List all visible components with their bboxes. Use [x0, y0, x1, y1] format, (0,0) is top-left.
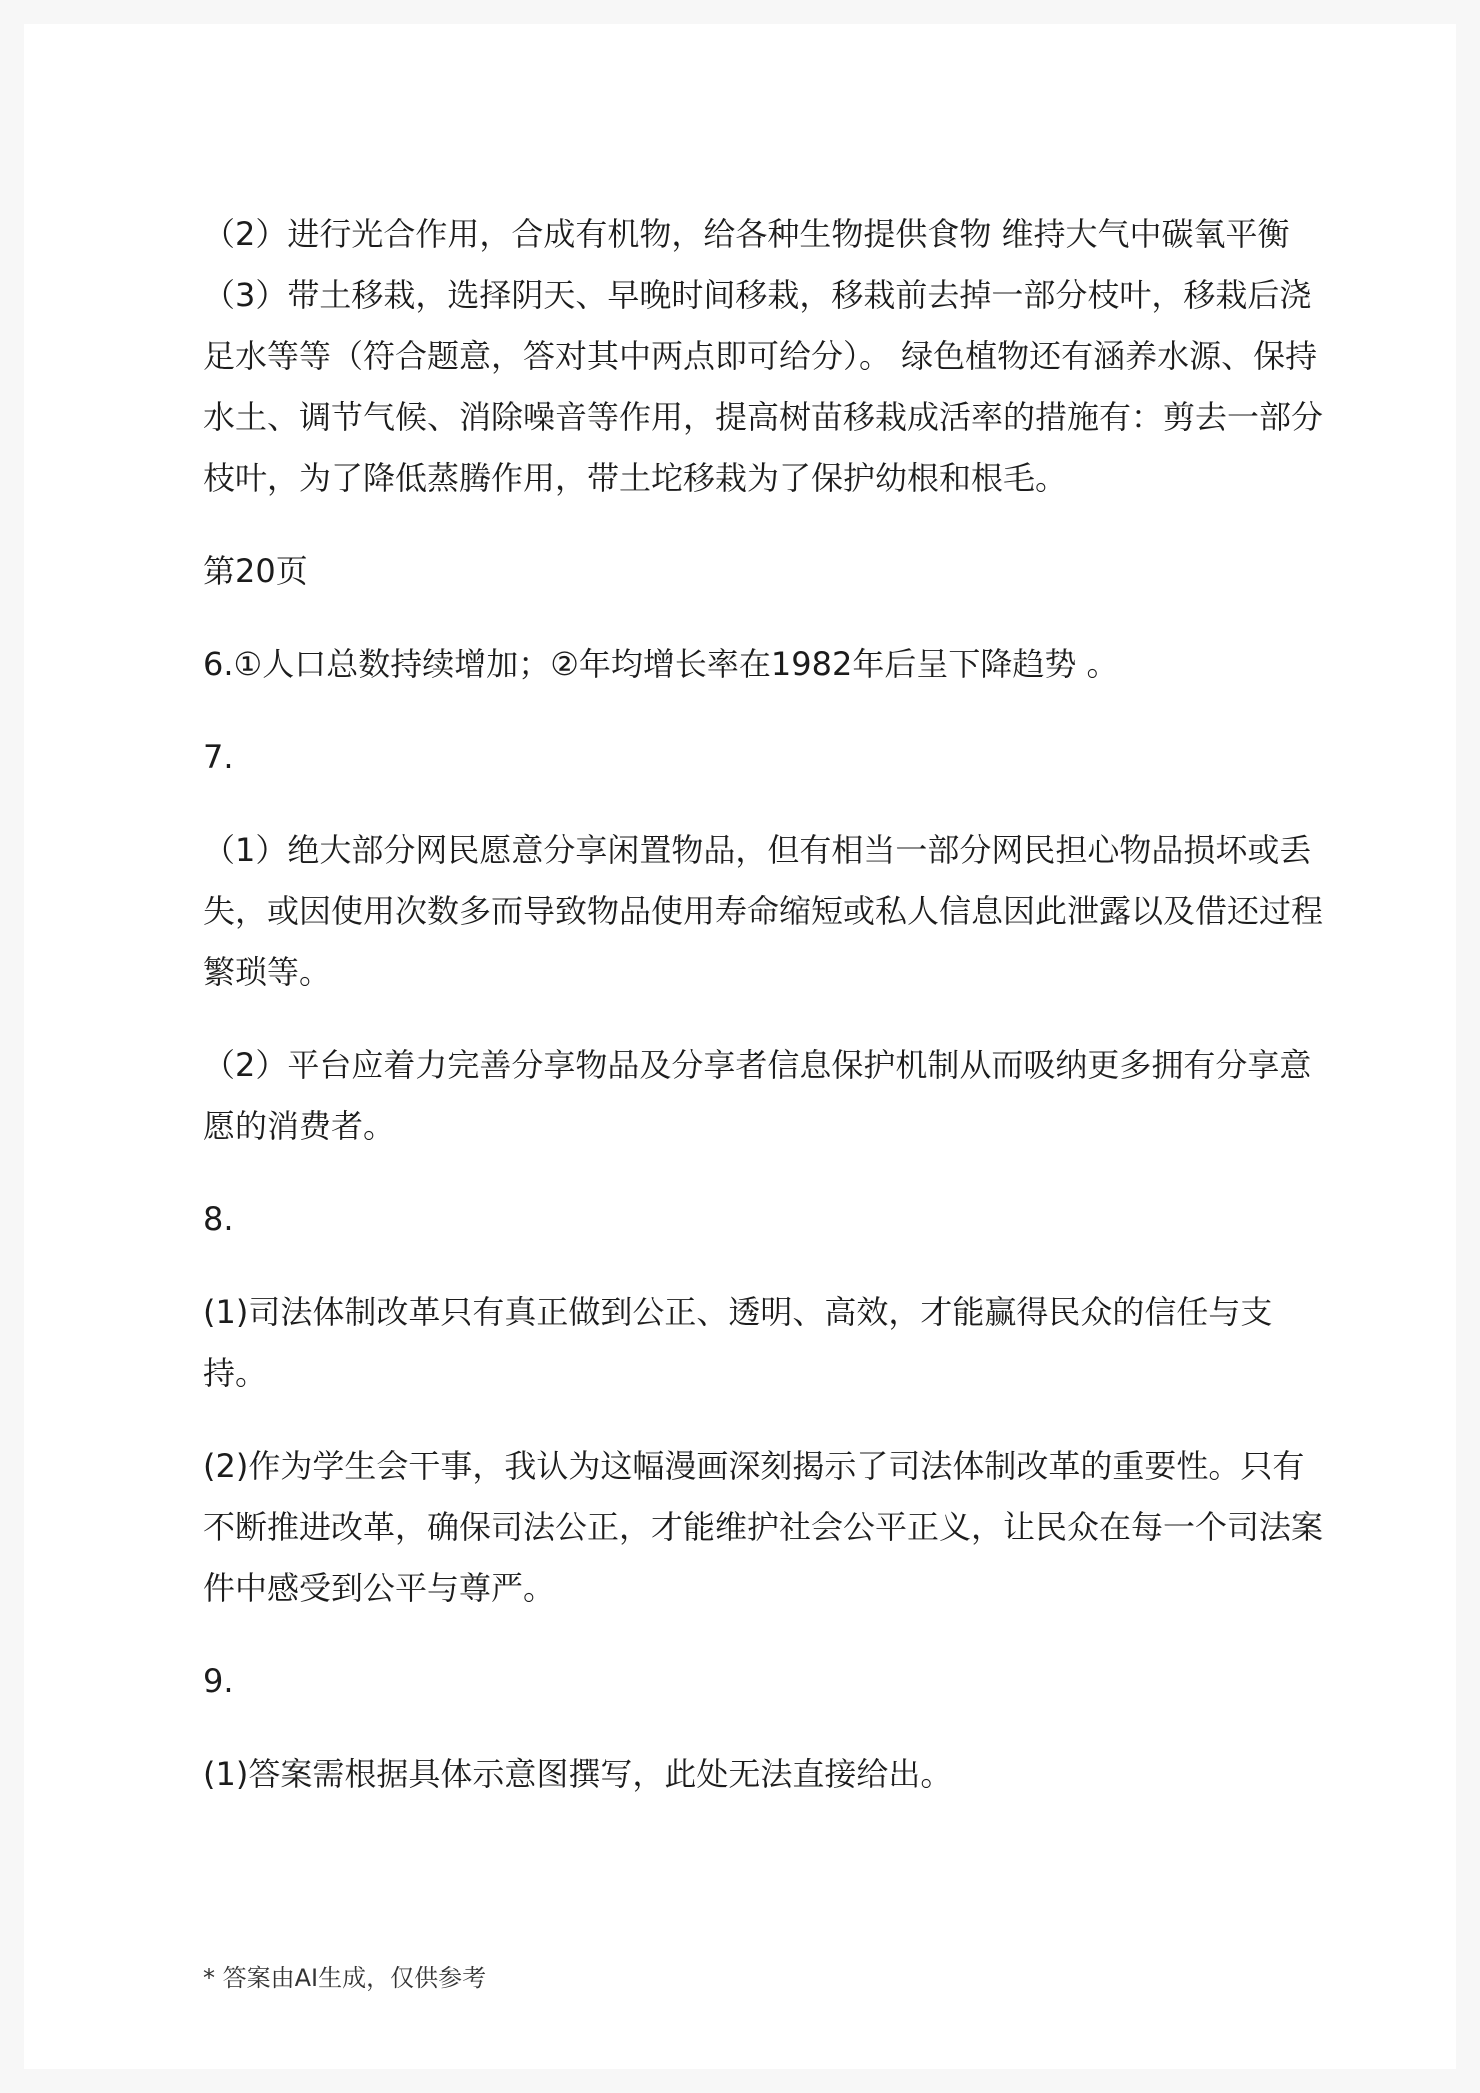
answer-paragraph-q6: 6.①人口总数持续增加；②年均增长率在1982年后呈下降趋势 。 [203, 645, 1119, 683]
page-number-label: 第20页 [203, 552, 308, 590]
answer-paragraph-q7-part1: （1）绝大部分网民愿意分享闲置物品，但有相当一部分网民担心物品损坏或丢失，或因使用次数多而导致物品使用寿命缩短或私人信息因此泄露以及借还过程繁琐等。 [203, 831, 1324, 991]
document-page [24, 24, 1456, 2069]
answer-content [203, 204, 1323, 1837]
answer-paragraph-q8-part2: (2)作为学生会干事，我认为这幅漫画深刻揭示了司法体制改革的重要性。只有不断推进改革，确保司法公正，才能维护社会公平正义，让民众在每一个司法案件中感受到公平与尊严。 [203, 1447, 1324, 1607]
question-number-9: 9. [203, 1662, 234, 1700]
question-number-8: 8. [203, 1200, 234, 1238]
question-number-7: 7. [203, 738, 234, 776]
answer-paragraph-q8-part1: (1)司法体制改革只有真正做到公正、透明、高效，才能赢得民众的信任与支持。 [203, 1293, 1273, 1392]
answer-paragraph-photosynthesis: （2）进行光合作用，合成有机物，给各种生物提供食物 维持大气中碳氧平衡 （3）带土移栽，选择阴天、早晚时间移栽，移栽前去掉一部分枝叶，移栽后浇足水等等（符合题意，答对其中两点即可给分）。 绿色植物还有涵养水源、保持水土、调节气候、消除噪音等作用，提高树苗移栽成活率的措施有：剪去一部分枝叶，为了降低蒸腾作用，带土坨移栽为了保护幼根和根毛。 [203, 215, 1324, 497]
answer-paragraph-q9-part1: (1)答案需根据具体示意图撰写，此处无法直接给出。 [203, 1755, 953, 1793]
answer-paragraph-q7-part2: （2）平台应着力完善分享物品及分享者信息保护机制从而吸纳更多拥有分享意愿的消费者。 [203, 1046, 1312, 1145]
ai-disclaimer-note: * 答案由AI生成，仅供参考 [203, 1964, 487, 1992]
